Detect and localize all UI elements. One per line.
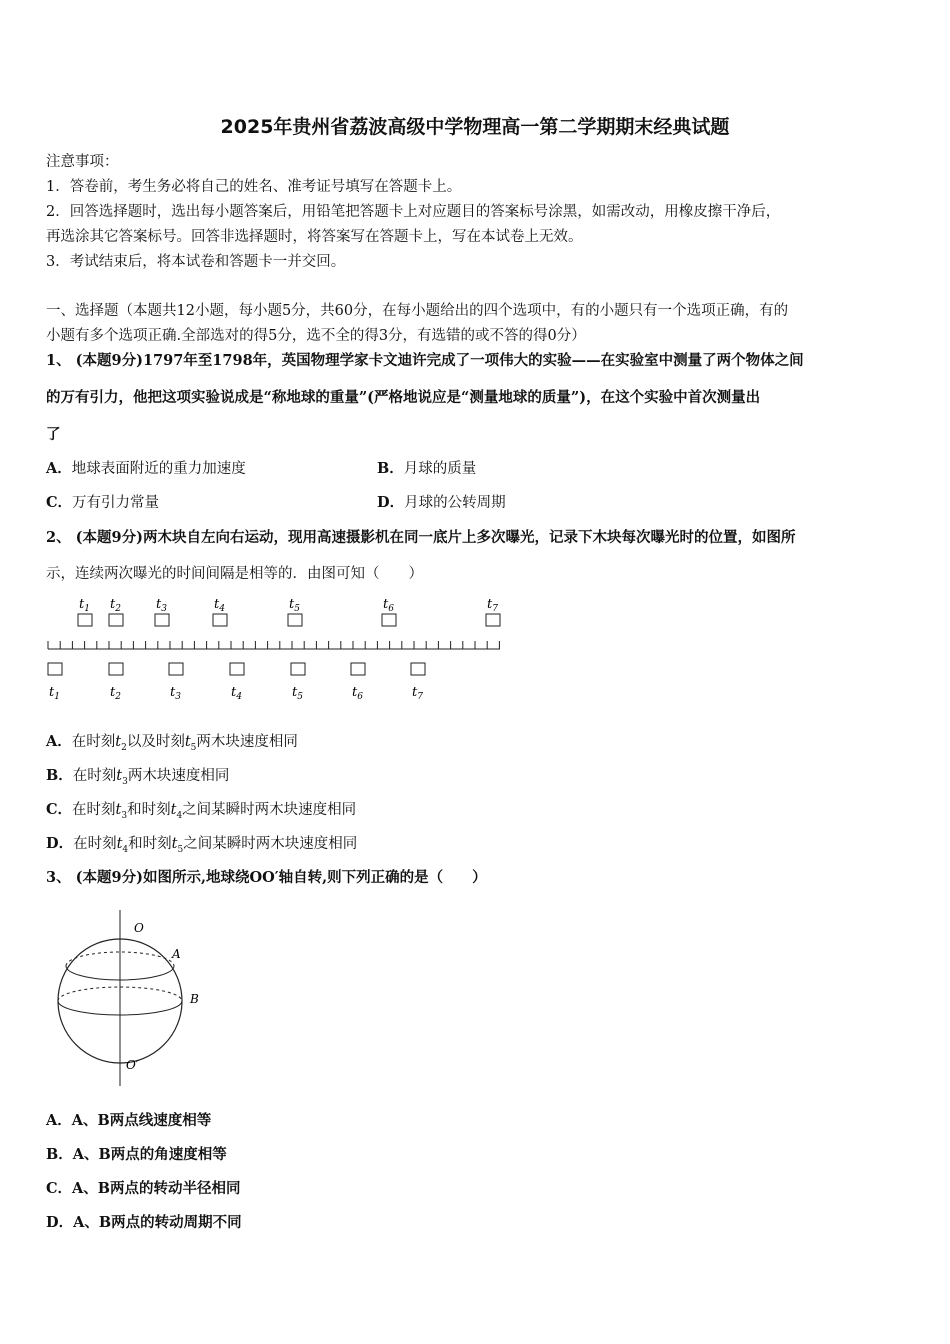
bottom-exposure-block — [411, 663, 425, 675]
bottom-exposure-label: $t_1$ — [49, 685, 60, 702]
q2-figure — [40, 592, 510, 704]
bottom-exposure-label: $t_7$ — [412, 685, 423, 702]
bottom-exposure-block — [48, 663, 62, 675]
label-b: B — [190, 992, 199, 1006]
bottom-exposure-label: $t_3$ — [170, 685, 181, 702]
label-o: O — [134, 921, 144, 935]
top-exposure-block — [213, 614, 227, 626]
q1-option-a: A．地球表面附近的重力加速度 — [46, 460, 246, 477]
top-exposure-block — [109, 614, 123, 626]
q2-option-d: D．在时刻$t_4$和时刻$t_5$之间某瞬时两木块速度相同 — [46, 835, 358, 855]
notice-heading: 注意事项： — [46, 154, 119, 170]
top-exposure-label: $t_6$ — [383, 597, 394, 614]
q3-stem: 3、 (本题9分)如图所示,地球绕OO′轴自转,则下列正确的是（ ） — [46, 869, 487, 886]
top-exposure-label: $t_2$ — [110, 597, 121, 614]
top-exposure-block — [382, 614, 396, 626]
q1-stem-line-1: 1、 (本题9分)1797年至1798年，英国物理学家卡文迪许完成了一项伟大的实验——在实验室中测量了两个物体之间 — [46, 352, 804, 369]
label-o-prime: O′ — [126, 1058, 139, 1072]
top-exposure-block — [155, 614, 169, 626]
top-exposure-label: $t_7$ — [487, 597, 498, 614]
q1-stem-line-2: 的万有引力，他把这项实验说成是“称地球的重量”(严格地说应是“测量地球的质量”)，在这个实验中首次测量出 — [46, 389, 761, 406]
bottom-exposure-label: $t_6$ — [352, 685, 363, 702]
q2-option-b: B．在时刻$t_3$两木块速度相同 — [46, 767, 230, 787]
q3-option-d: D．A、B两点的转动周期不同 — [46, 1214, 242, 1231]
bottom-exposure-block — [169, 663, 183, 675]
top-exposure-block — [486, 614, 500, 626]
section-intro-line-1: 一、选择题（本题共12小题，每小题5分，共60分，在每小题给出的四个选项中，有的小题只有一个选项正确，有的 — [46, 303, 789, 319]
notice-item-3: 3．考试结束后，将本试卷和答题卡一并交回。 — [46, 254, 346, 270]
notice-item-2: 2．回答选择题时，选出每小题答案后，用铅笔把答题卡上对应题目的答案标号涂黑，如需改动，用橡皮擦干净后， — [46, 204, 781, 220]
q2-option-a: A．在时刻$t_2$以及时刻$t_5$两木块速度相同 — [46, 733, 298, 753]
bottom-exposure-block — [291, 663, 305, 675]
bottom-exposure-block — [230, 663, 244, 675]
section-intro-line-2: 小题有多个选项正确.全部选对的得5分，选不全的得3分，有选错的或不答的得0分） — [46, 328, 586, 344]
bottom-exposure-block — [351, 663, 365, 675]
q1-option-d: D．月球的公转周期 — [377, 494, 506, 511]
top-exposure-block — [78, 614, 92, 626]
label-a: A — [172, 947, 181, 961]
top-exposure-label: $t_1$ — [79, 597, 90, 614]
bottom-exposure-label: $t_5$ — [292, 685, 303, 702]
notice-item-1: 1．答卷前，考生务必将自己的姓名、准考证号填写在答题卡上。 — [46, 179, 462, 195]
q1-stem-line-3: 了 — [46, 426, 61, 443]
bottom-exposure-label: $t_4$ — [231, 685, 242, 702]
q3-option-c: C．A、B两点的转动半径相同 — [46, 1180, 241, 1197]
q1-option-c: C．万有引力常量 — [46, 494, 160, 511]
q2-stem-line-2: 示，连续两次曝光的时间间隔是相等的．由图可知（ ） — [46, 566, 423, 582]
bottom-exposure-block — [109, 663, 123, 675]
q3-earth-figure — [50, 906, 220, 1088]
top-exposure-block — [288, 614, 302, 626]
top-exposure-label: $t_5$ — [289, 597, 300, 614]
top-exposure-label: $t_3$ — [156, 597, 167, 614]
q3-option-b: B．A、B两点的角速度相等 — [46, 1146, 227, 1163]
ruler-ticks — [48, 641, 499, 649]
page-title: 2025年贵州省荔波高级中学物理高一第二学期期末经典试题 — [220, 116, 730, 138]
q2-option-c: C．在时刻$t_3$和时刻$t_4$之间某瞬时两木块速度相同 — [46, 801, 357, 821]
notice-item-2-cont: 再选涂其它答案标号。回答非选择题时，将答案写在答题卡上，写在本试卷上无效。 — [46, 229, 583, 245]
q3-option-a: A．A、B两点线速度相等 — [46, 1112, 212, 1129]
bottom-exposure-label: $t_2$ — [110, 685, 121, 702]
top-exposure-label: $t_4$ — [214, 597, 225, 614]
q1-option-b: B．月球的质量 — [377, 460, 477, 477]
q2-stem-line-1: 2、 (本题9分)两木块自左向右运动，现用高速摄影机在同一底片上多次曝光，记录下木块每次曝光时的位置，如图所 — [46, 529, 796, 546]
